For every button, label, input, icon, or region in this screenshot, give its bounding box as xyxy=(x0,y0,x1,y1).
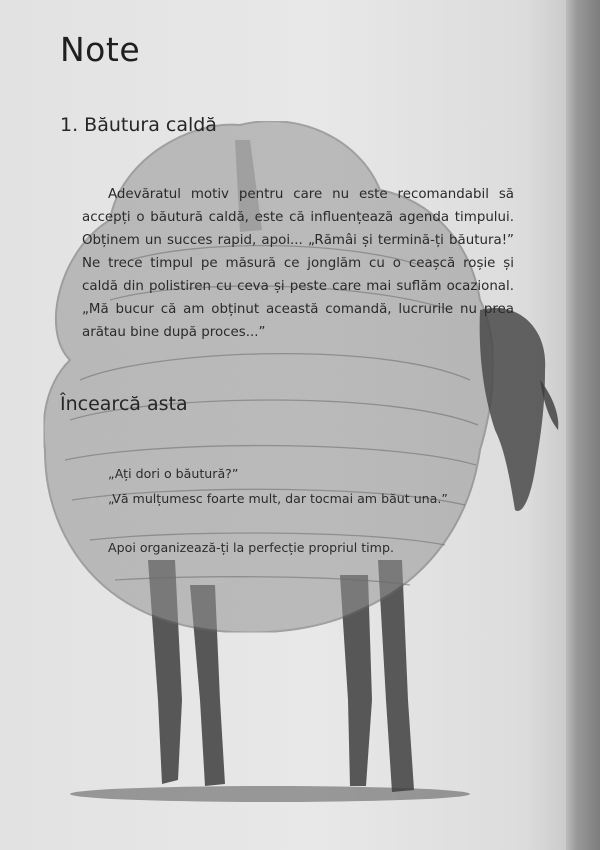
page-title: Note xyxy=(60,30,141,69)
section-title-try-this: Încearcă asta xyxy=(60,393,188,415)
section-paragraph: Adevăratul motiv pentru care nu este recomandabil să accepți o băutură caldă, este că influențează agenda timpului. Obținem un succes rapid, apoi... „Rămâi și termină-ți băutura!” Ne trece timpul pe măsură ce jonglăm cu o ceașcă roșie și caldă din polistiren cu ceva și peste care mai suflăm ocazional. „Mă bucur că am obținut această comandă, lucrurile nu prea arătau bine după proces...” xyxy=(82,187,514,340)
section-title-hot-drink: 1. Băutura caldă xyxy=(60,114,217,136)
dialogue-answer: „Vă mulțumesc foarte mult, dar tocmai am băut una.” xyxy=(108,491,448,506)
dialogue-question: „Ați dori o băutură?” xyxy=(108,466,239,481)
closing-line: Apoi organizează-ți la perfecție propriul timp. xyxy=(108,540,394,555)
book-gutter xyxy=(566,0,600,850)
